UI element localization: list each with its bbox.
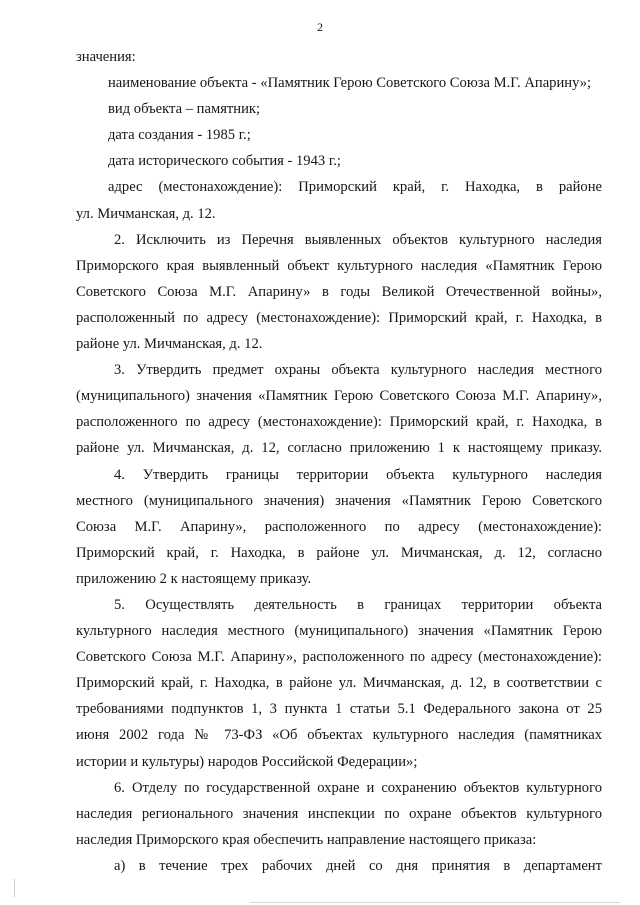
item-3-paragraph <box>76 357 602 461</box>
text-line: культурного наследия местного (муниципального) значения «Памятник Герою <box>76 623 602 640</box>
text-line: 5. Осуществлять деятельность в границах территории объекта <box>114 596 602 613</box>
text-line: адрес (местонахождение): Приморский край, г. Находка, в районе <box>108 179 602 196</box>
text-line: Союза М.Г. Апарину», расположенного по адресу (местонахождение): <box>76 518 602 535</box>
text-line: наследия Приморского края обеспечить направление настоящего приказа: <box>76 831 537 848</box>
text-line: расположенный по адресу (местонахождение): Приморский край, г. Находка, в <box>76 309 602 326</box>
text-line: Приморский край, г. Находка, в районе ул. Мичманская, д. 12, в соответствии с <box>76 675 602 692</box>
text-line: наименование объекта - «Памятник Герою Советского Союза М.Г. Апарину»; <box>108 75 592 92</box>
text-line: приложению 2 к настоящему приказу. <box>76 570 312 587</box>
text-line: значения: <box>76 49 136 65</box>
page-number: 2 <box>317 20 323 34</box>
text-line: 4. Утвердить границы территории объекта культурного наследия <box>114 466 602 483</box>
text-line: районе ул. Мичманская, д. 12, согласно приложению 1 к настоящему приказу. <box>76 440 602 457</box>
item-6-paragraph <box>76 775 602 879</box>
item-1-continuation <box>76 44 602 227</box>
text-line: (муниципального) значения «Памятник Герою Советского Союза М.Г. Апарину», <box>76 388 602 405</box>
text-line: вид объекта – памятник; <box>108 101 261 118</box>
text-line: а) в течение трех рабочих дней со дня принятия в департамент <box>114 857 602 874</box>
text-line: 6. Отделу по государственной охране и сохранению объектов культурного <box>114 779 602 796</box>
item-5-paragraph <box>76 592 602 775</box>
text-line: 2. Исключить из Перечня выявленных объектов культурного наследия <box>114 231 602 248</box>
text-line: июня 2002 года № 73-ФЗ «Об объектах культурного наследия (памятниках <box>76 727 602 744</box>
item-4-paragraph <box>76 462 602 592</box>
text-line: дата создания - 1985 г.; <box>108 127 251 144</box>
text-line: ул. Мичманская, д. 12. <box>76 205 216 222</box>
text-line: наследия регионального значения инспекции по охране объектов культурного <box>76 805 602 822</box>
text-line: районе ул. Мичманская, д. 12. <box>76 336 263 353</box>
scan-edge-mark <box>14 879 15 897</box>
document-body <box>76 44 602 879</box>
text-line: расположенного по адресу (местонахождение): Приморский край, г. Находка, в <box>76 414 602 431</box>
page-bottom-edge <box>250 902 620 903</box>
text-line: местного (муниципального значения) значения «Памятник Герою Советского <box>76 492 602 509</box>
text-line: дата исторического события - 1943 г.; <box>108 153 341 170</box>
text-line: 3. Утвердить предмет охраны объекта культурного наследия местного <box>114 362 602 379</box>
text-line: Приморский край, г. Находка, в районе ул. Мичманская, д. 12, согласно <box>76 544 602 561</box>
text-line: требованиями подпунктов 1, 3 пункта 1 статьи 5.1 Федерального закона от 25 <box>76 701 602 718</box>
text-line: Приморского края выявленный объект культурного наследия «Памятник Герою <box>76 257 602 274</box>
text-line: истории и культуры) народов Российской Федерации»; <box>76 753 418 770</box>
text-line: Советского Союза М.Г. Апарину», расположенного по адресу (местонахождение): <box>76 649 602 666</box>
item-2-paragraph <box>76 227 602 357</box>
text-line: Советского Союза М.Г. Апарину» в годы Великой Отечественной войны», <box>76 283 602 300</box>
